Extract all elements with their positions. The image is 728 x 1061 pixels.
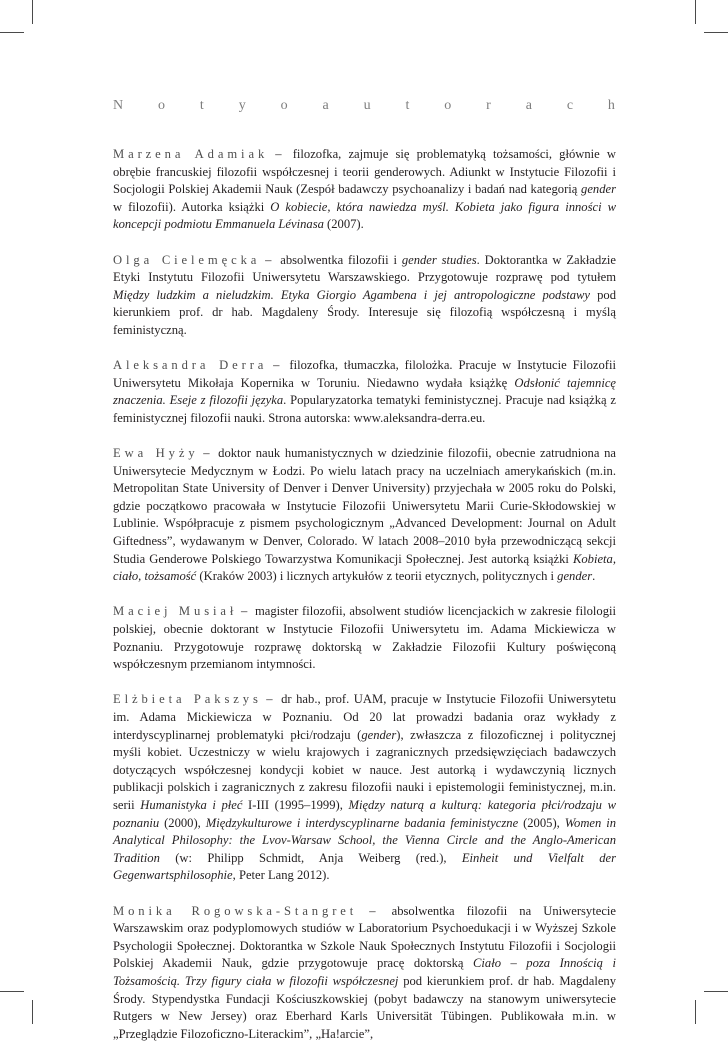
crop-mark (32, 1000, 33, 1024)
bio-text: ), zwłaszcza z filozoficznej i politycznej myśli kobiet. Uczestniczy w wielu krajowych i zagranicznych przedsięwzięciach badawczych dotyczących współczesnej kondycji kobiet w nauce. Jest autorką i wydawczynią licznych publikacji polskich i zagranicznych z zakresu filozofii nauki i epistemologii feministycznej, m.in. serii (113, 727, 617, 812)
running-head-letter: a (525, 98, 532, 113)
bio-text: I-III (1995–1999), (242, 797, 349, 812)
author-note (113, 445, 616, 586)
name-separator: – (260, 252, 277, 267)
bio-text: , Peter Lang 2012). (232, 868, 330, 883)
author-name: Aleksandra Derra (113, 358, 268, 373)
italic-text: Między naturą a kulturą: kategoria płci/rodzaju w poznaniu (113, 797, 616, 830)
running-head-letter: h (607, 98, 615, 113)
bio-text: magister filozofii, absolwent studiów licencjackich w zakresie filologii polskiej, obecnie doktorant w Instytucie Filozofii Uniwersytetu im. Adama Mickiewicza w Poznaniu. Przygotowuje rozprawę doktorską w Zakładzie Filozofii Kultury poświęconą współczesnym przemianom intymności. (113, 604, 617, 672)
crop-mark (0, 991, 24, 992)
bio-text: . Doktorantka w Zakładzie Etyki Instytutu Filozofii Uniwersytetu Warszawskiego. Przygotowuje rozprawę pod tytułem (113, 252, 616, 285)
running-head-letter: c (566, 98, 574, 113)
author-name: Monika Rogowska-Stangret (113, 903, 358, 918)
bio-text: filozofka, tłumaczka, filolożka. Pracuje w Instytucie Filozofii Uniwersytetu Mikołaja Kopernika w Toruniu. Niedawno wydała książkę (113, 358, 616, 390)
bio-text: (2000), (159, 815, 206, 830)
crop-mark (704, 991, 728, 992)
author-name: Elżbieta Pakszys (113, 692, 262, 707)
italic-text: O kobiecie, która nawiedza myśl. Kobieta jako figura inności w koncepcji podmiotu Emmanuela Lévinasa (113, 199, 616, 232)
author-note (113, 357, 616, 427)
name-separator: – (198, 446, 215, 461)
author-name: Ewa Hyży (113, 446, 199, 461)
bio-text: filozofka, zajmuje się problematyką tożsamości, głównie w obrębie francuskiej filozofii współczesnej i teorii genderowych. Adiunkt w Instytucie Filozofii i Socjologii Polskiej Akademii Nauk (Zespół badawczy psychoanalizy i badań nad kategorią (113, 147, 616, 197)
bio-text: dr hab., prof. UAM, pracuje w Instytucie Filozofii Uniwersytetu im. Adama Mickiewicza w Poznaniu. Od 20 lat prowadzi badania oraz wykłady z interdyscyplinarnej problematyki płci/rodzaju ( (113, 692, 617, 742)
crop-mark (0, 32, 24, 33)
name-separator: – (267, 358, 286, 373)
italic-text: gender studies (401, 252, 477, 267)
running-head-letter: a (322, 98, 329, 113)
author-notes (113, 146, 616, 1061)
bio-text: w filozofii). Autorka książki (113, 199, 271, 214)
running-head-letter: u (363, 98, 371, 113)
crop-mark (32, 0, 33, 24)
crop-mark (695, 0, 696, 24)
bio-text: absolwentka filozofii i (280, 252, 402, 267)
running-head (113, 98, 615, 118)
crop-mark (704, 32, 728, 33)
running-head-letter: r (486, 98, 491, 113)
name-separator: – (268, 147, 289, 161)
author-note (113, 252, 616, 340)
italic-text: Odsłonić tajemnicę znaczenia. Eseje z filozofii języka (113, 375, 617, 408)
name-separator: – (357, 903, 388, 918)
italic-text: Między ludzkim a nieludzkim. Etyka Giorgio Agambena i jej antropologiczne podstawy (113, 287, 591, 302)
running-head-letter: N (113, 98, 124, 113)
italic-text: Women in Analytical Philosophy: the Lvov-Warsaw School, the Vienna Circle and the Anglo-American Tradition (113, 815, 617, 865)
bio-text: doktor nauk humanistycznych w dziedzinie filozofii, obecnie zatrudniona na Uniwersytecie Medycznym w Łodzi. Po wielu latach pracy na uczelniach amerykańskich (m.in. Metropolitan State University of Denver i Denver University) przyjechała w 2005 roku do Polski, gdzie początkowo pracowała w Instytucie Filozofii Uniwersytetu Marii Curie-Skłodowskiej w Lublinie. Współpracuje z pismem psychologicznym „Advanced Development: Journal on Adult Giftedness”, wydawanym w Denver, Colorado. W latach 2008–2010 była przewodniczącą sekcji Studia Genderowe Polskiego Towarzystwa Komunikacji Społecznej. Jest autorką książki (113, 446, 616, 566)
italic-text: Kobieta, ciało, tożsamość (113, 551, 616, 584)
author-note (113, 603, 616, 673)
bio-text: . (592, 569, 596, 584)
italic-text: Einheit und Vielfalt der Gegenwartsphilosophie (113, 850, 616, 883)
running-head-letter: o (444, 98, 452, 113)
crop-mark (695, 1000, 696, 1024)
author-note (113, 691, 616, 885)
bio-text: pod kierunkiem prof. dr hab. Magdaleny Środy. Stypendystka Fundacji Kościuszkowskiej (pobyt badawczy na stanowym uniwersytecie Rutgers w New Jersey) oraz Eberhard Karls Universität Tübingen. Publikowała m.in. w „Przeglądzie Filozoficzno-Literackim”, „Ha!arcie”, (113, 973, 616, 1041)
running-head-letter: t (199, 98, 204, 113)
bio-text: (2005), (518, 815, 565, 830)
running-head-letter: o (280, 98, 288, 113)
bio-text: . Popularyzatorka tematyki feministycznej. Pracuje nad książką z feministycznej filozofii nauki. Strona autorska: www.aleksandra-derra.eu. (113, 393, 616, 425)
italic-text: gender (557, 569, 593, 584)
running-head-letter: o (158, 98, 166, 113)
name-separator: – (237, 604, 251, 619)
bio-text: (Kraków 2003) i licznych artykułów z teorii etycznych, politycznych i (196, 569, 558, 584)
author-note (113, 903, 616, 1044)
author-name: Maciej Musiał (113, 604, 238, 619)
author-note (113, 146, 616, 234)
italic-text: gender (361, 727, 397, 742)
running-head-letter: y (238, 98, 246, 113)
name-separator: – (261, 692, 278, 707)
bio-text: (w: Philipp Schmidt, Anja Weiberg (red.), (159, 850, 462, 865)
italic-text: Międzykulturowe i interdyscyplinarne badania feministyczne (205, 815, 519, 830)
italic-text: Humanistyka i płeć (140, 797, 243, 812)
italic-text: gender (581, 182, 616, 197)
bio-text: (2007). (323, 217, 364, 232)
italic-text: Ciało – poza Innością i Tożsamością. Trzy figury ciała w filozofii współczesnej (113, 956, 616, 988)
bio-text: pod kierunkiem prof. dr hab. Magdaleny Środy. Interesuje się filozofią współczesną i myślą feministyczną. (113, 287, 616, 337)
author-name: Olga Cielemęcka (113, 252, 261, 267)
bio-text: absolwentka filozofii na Uniwersytecie Warszawskim oraz podyplomowych studiów w Laboratorium Psychoedukacji i w Wyższej Szkole Psychologii Społecznej. Doktorantka w Szkole Nauk Społecznych Instytutu Filozofii i Socjologii Polskiej Akademii Nauk, gdzie przygotowuje pracę doktorską (113, 903, 616, 971)
author-name: Marzena Adamiak (113, 147, 269, 161)
running-head-letter: t (405, 98, 410, 113)
